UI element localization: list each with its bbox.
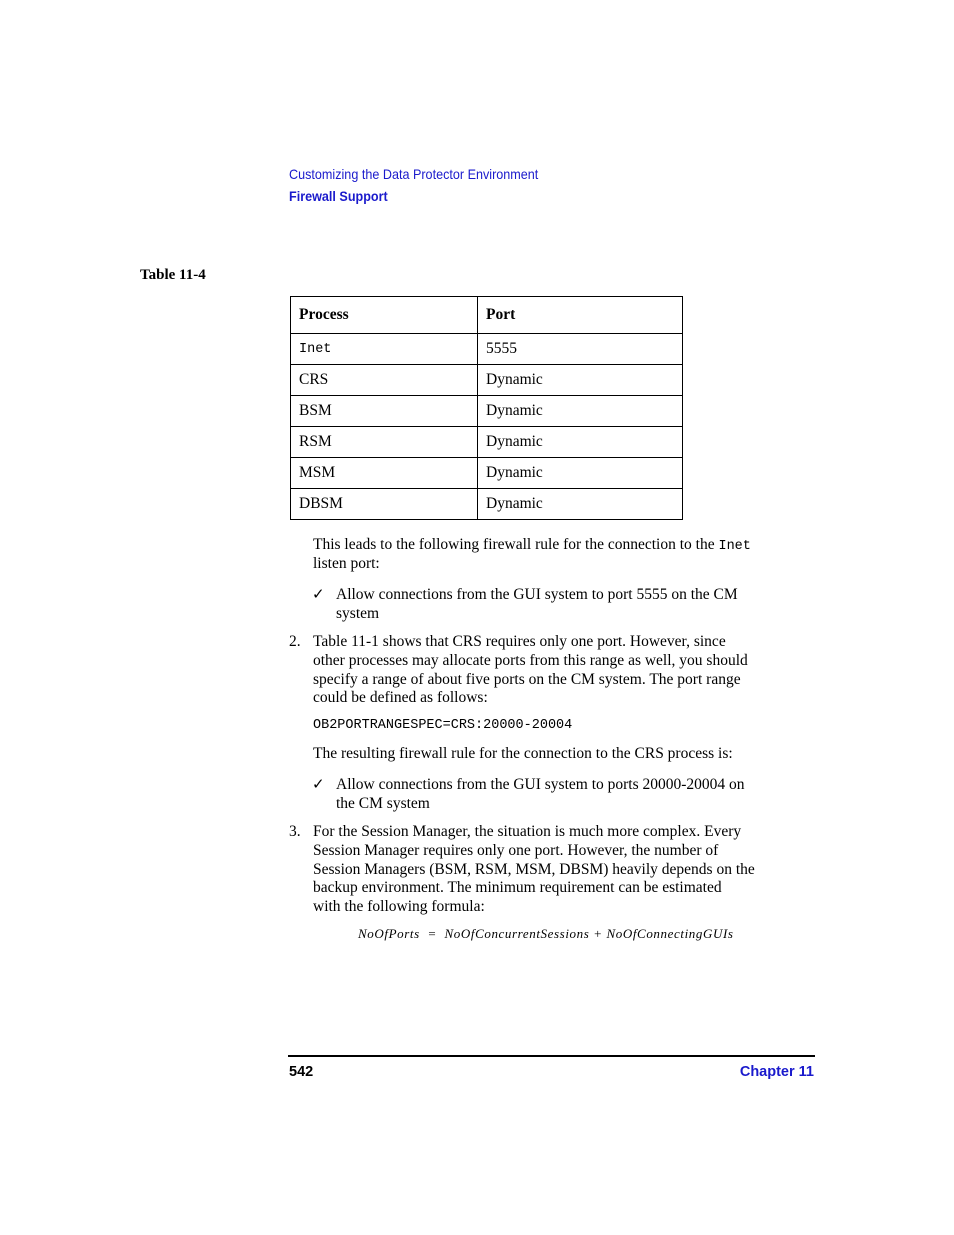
footer-rule bbox=[288, 1055, 815, 1057]
item2-line: other processes may allocate ports from this range as well, you should bbox=[313, 652, 748, 669]
port-cell: 5555 bbox=[478, 334, 683, 365]
list-number-2: 2. bbox=[289, 633, 301, 650]
intro-code: Inet bbox=[718, 539, 751, 554]
process-cell: CRS bbox=[291, 365, 478, 396]
port-cell: Dynamic bbox=[478, 365, 683, 396]
formula: NoOfPorts = NoOfConcurrentSessions + NoOfConnectingGUIs bbox=[358, 926, 734, 941]
result-text: The resulting firewall rule for the connection to the CRS process is: bbox=[313, 745, 733, 762]
running-header-section: Customizing the Data Protector Environment bbox=[289, 166, 539, 182]
port-cell: Dynamic bbox=[478, 427, 683, 458]
list-number-3: 3. bbox=[289, 823, 301, 840]
table-row bbox=[291, 427, 683, 458]
check-icon: ✓ bbox=[312, 775, 325, 793]
chapter-label: Chapter 11 bbox=[739, 1064, 814, 1080]
code-example: OB2PORTRANGESPEC=CRS:20000-20004 bbox=[313, 718, 573, 733]
page-number: 542 bbox=[289, 1064, 314, 1080]
item3-line: backup environment. The minimum requirement can be estimated bbox=[313, 879, 722, 896]
item3-line: Session Manager requires only one port. However, the number of bbox=[313, 842, 719, 859]
process-cell: DBSM bbox=[291, 489, 478, 520]
column-header-process: Process bbox=[291, 297, 478, 334]
column-header-port: Port bbox=[478, 297, 683, 334]
intro-text: This leads to the following firewall rule for the connection to the bbox=[313, 536, 715, 553]
intro-paragraph bbox=[313, 535, 751, 556]
item2-line: could be defined as follows: bbox=[313, 689, 488, 706]
item2-line: specify a range of about five ports on the CM system. The port range bbox=[313, 671, 741, 688]
table-row bbox=[291, 334, 683, 365]
table-row bbox=[291, 489, 683, 520]
process-cell: Inet bbox=[291, 334, 478, 365]
table-caption: Table 11-4 bbox=[140, 267, 206, 283]
rule2-line2: the CM system bbox=[336, 795, 430, 812]
process-cell: BSM bbox=[291, 396, 478, 427]
item3-line: with the following formula: bbox=[313, 898, 485, 915]
port-cell: Dynamic bbox=[478, 458, 683, 489]
intro-tail: listen port: bbox=[313, 555, 380, 572]
table-header-row bbox=[291, 297, 683, 334]
rule1-line2: system bbox=[336, 605, 380, 622]
process-port-table bbox=[290, 296, 683, 520]
check-icon: ✓ bbox=[312, 585, 325, 603]
process-cell: RSM bbox=[291, 427, 478, 458]
table-row bbox=[291, 365, 683, 396]
item3-line: Session Managers (BSM, RSM, MSM, DBSM) heavily depends on the bbox=[313, 861, 755, 878]
port-cell: Dynamic bbox=[478, 489, 683, 520]
table-row bbox=[291, 396, 683, 427]
rule2-line1: Allow connections from the GUI system to ports 20000-20004 on bbox=[336, 776, 745, 793]
running-header-topic: Firewall Support bbox=[289, 188, 388, 204]
port-cell: Dynamic bbox=[478, 396, 683, 427]
item2-line: Table 11-1 shows that CRS requires only one port. However, since bbox=[313, 633, 726, 650]
table-row bbox=[291, 458, 683, 489]
process-cell: MSM bbox=[291, 458, 478, 489]
rule1-line1: Allow connections from the GUI system to port 5555 on the CM bbox=[336, 586, 738, 603]
item3-line: For the Session Manager, the situation is much more complex. Every bbox=[313, 823, 742, 840]
